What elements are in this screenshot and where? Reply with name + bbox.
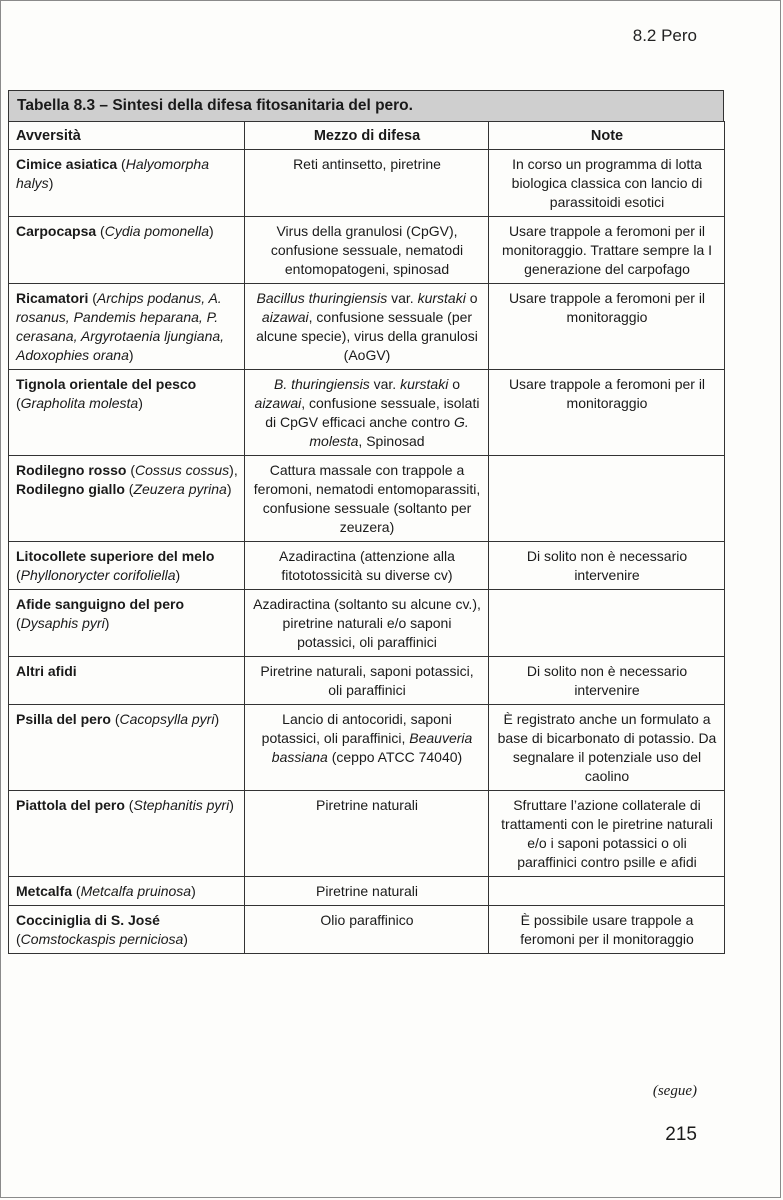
text-segment: ( [124,481,134,497]
text-segment: ) [175,567,181,583]
cell-means [245,906,489,954]
text-segment: ( [117,156,126,172]
text-segment: ( [16,615,21,631]
cell-adversity [9,877,245,906]
text-segment: ( [72,883,81,899]
cell-note [489,456,725,542]
text-segment: ) [104,615,110,631]
pest-defense-table [8,121,725,954]
latin-name: Cacopsylla pyri [119,711,215,727]
latin-name: Stephanitis pyri [133,797,230,813]
cell-adversity [9,284,245,370]
page-number: 215 [665,1124,697,1145]
cell-adversity [9,705,245,791]
table-caption: Tabella 8.3 – Sintesi della difesa fitosanitaria del pero. [8,90,724,121]
text-segment: ( [126,462,136,478]
text-segment: Virus della granulosi (CpGV), confusione sessuale, nematodi entomopatogeni, spinosad [270,223,464,277]
text-segment: ( [16,567,21,583]
latin-name: Comstockaspis perniciosa [20,931,184,947]
text-segment: ( [88,290,97,306]
text-segment: Lancio di antocoridi, saponi potassici, oli paraffinici, [261,711,452,746]
text-segment: , confusione sessuale (per alcune specie), virus della granulosi (AoGV) [256,309,478,363]
table-row [9,456,725,542]
header-adversity: Avversità [9,122,245,150]
table-row [9,590,725,657]
cell-adversity [9,542,245,590]
pest-name: Psilla del pero [16,711,111,727]
cell-note: È registrato anche un formulato a base di bicarbonato di potassio. Da segnalare il potenziale uso del caolino [489,705,725,791]
cell-adversity [9,791,245,877]
header-note: Note [489,122,725,150]
cell-adversity [9,150,245,217]
pest-name: Afide sanguigno del pero [16,596,185,612]
cell-adversity [9,590,245,657]
text-segment: ) [191,883,196,899]
cell-note: Sfruttare l’azione collaterale di trattamenti con le piretrine naturali e/o i saponi potassici o oli paraffinici contro psille e afidi [489,791,725,877]
latin-name: Cydia pomonella [104,223,210,239]
latin-name: Zeuzera pyrina [133,481,227,497]
text-segment: ), [229,462,238,478]
table-row [9,284,725,370]
pest-name: Cimice asiatica [16,156,118,172]
cell-adversity [9,906,245,954]
cell-means [245,705,489,791]
pest-defense-table-block [8,90,724,954]
cell-note: Di solito non è necessario intervenire [489,657,725,705]
cell-means [245,456,489,542]
cell-means [245,150,489,217]
text-segment: ) [138,395,143,411]
latin-name: Bacillus thuringiensis [256,290,388,306]
pest-name: Metcalfa [16,883,73,899]
cell-means [245,370,489,456]
cell-means [245,284,489,370]
latin-name: Metcalfa pruinosa [80,883,192,899]
text-segment: ( [16,395,21,411]
text-segment: Piretrine naturali [316,883,418,899]
table-row [9,877,725,906]
latin-name: Dysaphis pyri [20,615,105,631]
text-segment: ( [96,223,105,239]
continuation-note: (segue) [652,1083,697,1099]
latin-name: Grapholita molesta [20,395,139,411]
cell-note: Usare trappole a feromoni per il monitoraggio [489,284,725,370]
latin-name: G. molesta [309,414,469,449]
text-segment: ) [214,711,220,727]
cell-note: In corso un programma di lotta biologica classica con lancio di parassitoidi esotici [489,150,725,217]
table-row [9,217,725,284]
text-segment: , confusione sessuale, isolati di CpGV efficaci anche contro [265,395,480,430]
pest-name: Litocollete superiore del melo [16,548,215,564]
latin-name: Archips podanus, A. rosanus, Pandemis heparana, P. cerasana, Argyrotaenia ljungiana, Adoxophies orana [16,290,225,363]
table-row [9,906,725,954]
latin-name: Cossus cossus [135,462,230,478]
text-segment: ) [48,175,54,191]
text-segment: (ceppo ATCC 74040) [327,749,463,765]
cell-means [245,590,489,657]
text-segment: ) [226,481,232,497]
text-segment: var. [369,376,401,392]
latin-name: kurstaki [400,376,449,392]
cell-note: Di solito non è necessario intervenire [489,542,725,590]
pest-name: Altri afidi [16,663,77,679]
table-row [9,150,725,217]
cell-note: È possibile usare trappole a feromoni per il monitoraggio [489,906,725,954]
table-row [9,370,725,456]
cell-means [245,542,489,590]
cell-adversity [9,370,245,456]
latin-name: kurstaki [417,290,466,306]
text-segment: ) [209,223,214,239]
text-segment: Piretrine naturali, saponi potassici, oli paraffinici [260,663,474,698]
running-head: 8.2 Pero [632,26,697,45]
header-means: Mezzo di difesa [245,122,489,150]
cell-note: Usare trappole a feromoni per il monitoraggio [489,370,725,456]
table-row [9,542,725,590]
cell-means [245,877,489,906]
pest-name: Cocciniglia di S. José [16,912,160,928]
text-segment: ( [124,797,134,813]
table-row [9,657,725,705]
text-segment: Cattura massale con trappole a feromoni, nematodi entomoparassiti, confusione sessuale (soltanto per zeuzera) [253,462,481,535]
table-row [9,705,725,791]
pest-name: Piattola del pero [16,797,125,813]
cell-note [489,590,725,657]
pest-name: Ricamatori [16,290,89,306]
latin-name: Halyomorpha halys [16,156,209,191]
text-segment: o [448,376,460,392]
cell-means [245,791,489,877]
text-segment: var. [387,290,418,306]
text-segment: Piretrine naturali [316,797,418,813]
cell-means [245,217,489,284]
table-row [9,791,725,877]
text-segment: ) [183,931,188,947]
text-segment: Olio paraffinico [320,912,414,928]
text-segment: o [465,290,478,306]
cell-means [245,657,489,705]
latin-name: Beauveria bassiana [271,730,473,765]
text-segment: ) [229,797,234,813]
pest-name: Tignola orientale del pesco [16,376,197,392]
pest-name: Rodilegno rosso [16,462,127,478]
text-segment: ) [128,347,134,363]
table-body [9,150,725,954]
latin-name: Phyllonorycter corifoliella [20,567,176,583]
text-segment: Reti antinsetto, piretrine [293,156,441,172]
pest-name: Rodilegno giallo [16,481,125,497]
cell-note: Usare trappole a feromoni per il monitoraggio. Trattare sempre la I generazione del carpofago [489,217,725,284]
text-segment: Azadiractina (attenzione alla fitototossicità su diverse cv) [279,548,455,583]
pest-name: Carpocapsa [16,223,97,239]
cell-note [489,877,725,906]
cell-adversity [9,456,245,542]
text-segment: ( [110,711,120,727]
latin-name: aizawai [254,395,302,411]
cell-adversity [9,657,245,705]
text-segment: Azadiractina (soltanto su alcune cv.), piretrine naturali e/o saponi potassici, oli paraffinici [253,596,481,650]
table-header-row [9,122,725,150]
cell-adversity [9,217,245,284]
latin-name: B. thuringiensis [274,376,370,392]
text-segment: ( [16,931,21,947]
latin-name: aizawai [261,309,309,325]
text-segment: , Spinosad [358,433,425,449]
